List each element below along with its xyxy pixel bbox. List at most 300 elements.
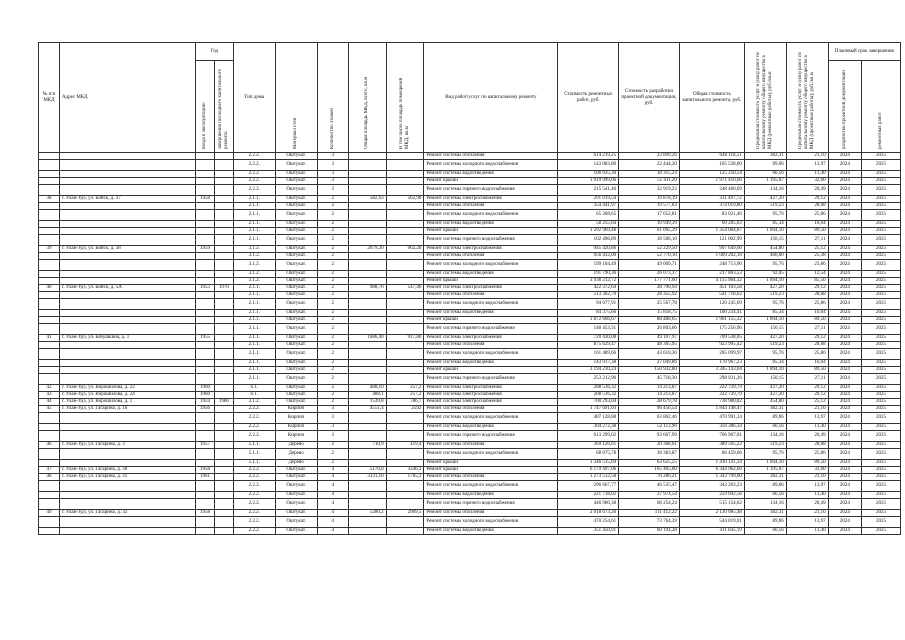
cell-address xyxy=(59,349,195,360)
cell-unit-cost-design: 25,86 xyxy=(786,449,828,460)
cell-wall-material: Оштукат. xyxy=(275,235,317,246)
cell-work-type: Ремонт системы электроснабжения xyxy=(424,399,558,406)
cell-row-number xyxy=(39,260,60,271)
cell-total-cost: 4 115 984,32 xyxy=(679,278,744,285)
cell-repair-cost: 1 346 515,69 xyxy=(558,460,619,467)
cell-wall-material: Оштукат. xyxy=(275,517,317,528)
cell-total-cost: 6 344 962,66 xyxy=(679,467,744,474)
cell-unit-cost-design: 28,68 xyxy=(786,292,828,299)
table-row xyxy=(39,442,901,449)
cell-unit-cost-work: 1 894,10 xyxy=(744,278,786,285)
cell-repair-cost: 208 516,32 xyxy=(558,385,619,392)
cell-repair-cost: 1 292 969,48 xyxy=(558,228,619,235)
cell-living-area: 547,40 xyxy=(386,285,424,292)
cell-unit-cost-work: 1 894,10 xyxy=(744,367,786,374)
cell-deadline-work: 2025 xyxy=(862,260,901,271)
cell-year-commission xyxy=(196,349,215,360)
cell-floors: 3 xyxy=(317,185,348,196)
cell-total-cost: 997 649,66 xyxy=(679,246,744,253)
cell-repair-cost: 470 254,61 xyxy=(558,517,619,528)
cell-year-reconstruction xyxy=(214,278,233,285)
cell-work-type: Ремонт системы холодного водоснабжения xyxy=(424,160,558,171)
cell-unit-cost-work: 427,20 xyxy=(744,285,786,292)
cell-floors: 2 xyxy=(317,221,348,228)
cell-house-type: 2.1.1. xyxy=(233,292,275,299)
cell-address xyxy=(59,253,195,260)
cell-design-cost: 52 229,50 xyxy=(619,246,680,253)
cell-unit-cost-work: 85,34 xyxy=(744,221,786,228)
cell-row-number: 40 xyxy=(39,285,60,292)
cell-repair-cost: 613 299,02 xyxy=(558,431,619,442)
cell-unit-cost-design: 27,11 xyxy=(786,374,828,385)
cell-total-cost: 165 528,00 xyxy=(679,160,744,171)
cell-house-type: 2.2.2. xyxy=(233,517,275,528)
cell-wall-material: Оштукат. xyxy=(275,481,317,492)
cell-living-area: 257,2 xyxy=(386,385,424,392)
cell-total-area xyxy=(348,342,386,349)
table-row xyxy=(39,246,901,253)
cell-living-area xyxy=(386,260,424,271)
cell-total-cost: 175 256,96 xyxy=(679,324,744,335)
cell-living-area xyxy=(386,460,424,467)
cell-design-cost: 111 412,22 xyxy=(619,510,680,517)
cell-year-commission: 1960 xyxy=(196,385,215,392)
cell-address xyxy=(59,210,195,221)
cell-design-cost: 26 803,66 xyxy=(619,324,680,335)
cell-address xyxy=(59,499,195,510)
cell-design-cost: 33 899,26 xyxy=(619,153,680,160)
cell-total-area xyxy=(348,228,386,235)
cell-wall-material: Оштукат. xyxy=(275,185,317,196)
table-row xyxy=(39,178,901,185)
cell-wall-material: Оштукат. xyxy=(275,349,317,360)
cell-deadline-work: 2025 xyxy=(862,285,901,292)
cell-design-cost: 70 286,21 xyxy=(619,474,680,481)
cell-deadline-work: 2025 xyxy=(862,278,901,285)
cell-living-area xyxy=(386,221,424,228)
cell-deadline-design: 2024 xyxy=(828,517,862,528)
cell-floors: 2 xyxy=(317,374,348,385)
cell-house-type: 2.1.1. xyxy=(233,360,275,367)
cell-house-type: 5.1.1. xyxy=(233,460,275,467)
cell-address: г. Улан-Удэ, ул. Гагарина, д. 31 xyxy=(59,474,195,481)
cell-unit-cost-work: 150,15 xyxy=(744,374,786,385)
cell-deadline-work: 2025 xyxy=(862,413,901,424)
cell-work-type: Ремонт крыши xyxy=(424,317,558,324)
table-row xyxy=(39,335,901,342)
cell-work-type: Ремонт системы электроснабжения xyxy=(424,385,558,392)
cell-unit-cost-work: 89,06 xyxy=(744,160,786,171)
cell-work-type: Ремонт крыши xyxy=(424,467,558,474)
cell-deadline-design: 2024 xyxy=(828,431,862,442)
cell-unit-cost-work: 519,23 xyxy=(744,292,786,299)
cell-deadline-work: 2025 xyxy=(862,203,901,210)
cell-row-number: 38 xyxy=(39,196,60,203)
cell-wall-material: Оштукат. xyxy=(275,467,317,474)
cell-total-cost: 541 718,62 xyxy=(679,292,744,299)
cell-work-type: Ремонт системы отопления xyxy=(424,406,558,413)
cell-deadline-work: 2025 xyxy=(862,271,901,278)
cell-work-type: Ремонт системы водоотведения xyxy=(424,424,558,431)
cell-floors: 2 xyxy=(317,460,348,467)
cell-year-reconstruction xyxy=(214,413,233,424)
cell-year-commission xyxy=(196,460,215,467)
cell-living-area xyxy=(386,528,424,535)
cell-year-commission xyxy=(196,492,215,499)
cell-row-number xyxy=(39,424,60,431)
cell-total-area xyxy=(348,292,386,299)
cell-house-type: 2.1.1. xyxy=(233,235,275,246)
cell-unit-cost-work: 134,16 xyxy=(744,499,786,510)
cell-address xyxy=(59,235,195,246)
cell-floors: 3 xyxy=(317,153,348,160)
cell-year-commission: 1959 xyxy=(196,399,215,406)
cell-deadline-work: 2025 xyxy=(862,246,901,253)
cell-design-cost: 18 315,24 xyxy=(619,171,680,178)
cell-unit-cost-design: 25,86 xyxy=(786,210,828,221)
cell-work-type: Ремонт системы холодного водоснабжения xyxy=(424,299,558,310)
cell-total-area xyxy=(348,449,386,460)
cell-design-cost: 27 049,86 xyxy=(619,360,680,367)
cell-floors: 2 xyxy=(317,367,348,374)
col-house-type-header: Тип дома xyxy=(233,43,275,153)
cell-house-type: 2.2.2. xyxy=(233,171,275,178)
cell-row-number xyxy=(39,342,60,349)
cell-wall-material: Дерево xyxy=(275,449,317,460)
cell-living-area xyxy=(386,278,424,285)
cell-wall-material: Оштукат. xyxy=(275,317,317,324)
cell-address xyxy=(59,171,195,178)
cell-deadline-work: 2025 xyxy=(862,467,901,474)
cell-work-type: Ремонт системы водоотведения xyxy=(424,492,558,499)
cell-design-cost: 17 652,81 xyxy=(619,210,680,221)
cell-living-area xyxy=(386,481,424,492)
cell-work-type: Ремонт системы электроснабжения xyxy=(424,285,558,292)
cell-unit-cost-design: 12,54 xyxy=(786,271,828,278)
cell-design-cost: 26 073,17 xyxy=(619,271,680,278)
cell-row-number xyxy=(39,324,60,335)
cell-total-cost: 389 505,22 xyxy=(679,442,744,449)
cell-repair-cost: 2 018 673,26 xyxy=(558,510,619,517)
cell-row-number xyxy=(39,492,60,499)
cell-repair-cost: 84 375,66 xyxy=(558,310,619,317)
cell-year-commission: 1959 xyxy=(196,246,215,253)
cell-floors: 4 xyxy=(317,474,348,481)
cell-house-type: 2.2.2. xyxy=(233,413,275,424)
cell-house-type: 2.1.1. xyxy=(233,374,275,385)
cell-design-cost: 10 949,39 xyxy=(619,221,680,228)
cell-address: г. Улан-Удэ, ул. Гагарина, д. 16 xyxy=(59,406,195,413)
cell-house-type: 2.1.1. xyxy=(233,349,275,360)
cell-total-cost: 1 844 148,47 xyxy=(679,406,744,413)
cell-deadline-design: 2024 xyxy=(828,178,862,185)
cell-year-reconstruction xyxy=(214,442,233,449)
cell-unit-cost-design: 20,49 xyxy=(786,185,828,196)
cell-deadline-design: 2024 xyxy=(828,271,862,278)
cell-deadline-work: 2025 xyxy=(862,481,901,492)
cell-year-reconstruction xyxy=(214,342,233,349)
cell-floors: 2 xyxy=(317,278,348,285)
cell-year-reconstruction xyxy=(214,367,233,374)
cell-unit-cost-design: 29,12 xyxy=(786,285,828,292)
cell-address: г. Улан-Удэ, ул. Гагарина, д. 32 xyxy=(59,510,195,517)
cell-living-area xyxy=(386,153,424,160)
cell-total-area xyxy=(348,460,386,467)
cell-unit-cost-work: 66,56 xyxy=(744,424,786,431)
cell-year-commission xyxy=(196,310,215,317)
cell-living-area: 562,90 xyxy=(386,196,424,203)
cell-year-commission xyxy=(196,449,215,460)
cell-deadline-work: 2025 xyxy=(862,324,901,335)
table-row xyxy=(39,374,901,385)
cell-house-type: 2.2.2. xyxy=(233,467,275,474)
cell-year-reconstruction xyxy=(214,449,233,460)
cell-row-number xyxy=(39,171,60,178)
cell-wall-material: Кирпич xyxy=(275,406,317,413)
cell-unit-cost-work: 89,06 xyxy=(744,413,786,424)
cell-unit-cost-design: 89,50 xyxy=(786,228,828,235)
cell-work-type: Ремонт системы холодного водоснабжения xyxy=(424,517,558,528)
cell-house-type: 2.2.2. xyxy=(233,160,275,171)
cell-house-type: 3.1.2. xyxy=(233,253,275,260)
cell-address xyxy=(59,278,195,285)
cell-total-cost: 374 019,80 xyxy=(679,203,744,210)
cell-address xyxy=(59,342,195,349)
cell-unit-cost-work: 95,76 xyxy=(744,210,786,221)
cell-work-type: Ремонт системы холодного водоснабжения xyxy=(424,413,558,424)
cell-living-area xyxy=(386,185,424,196)
cell-year-commission xyxy=(196,203,215,210)
cell-total-cost: 1 009 202,10 xyxy=(679,253,744,260)
cell-work-type: Ремонт системы холодного водоснабжения xyxy=(424,260,558,271)
table-row xyxy=(39,431,901,442)
cell-deadline-design: 2024 xyxy=(828,253,862,260)
cell-unit-cost-design: 21,10 xyxy=(786,510,828,517)
cell-year-reconstruction xyxy=(214,349,233,360)
cell-house-type: 2.1.1. xyxy=(233,221,275,228)
cell-wall-material: Оштукат. xyxy=(275,210,317,221)
cell-repair-cost: 68 075,78 xyxy=(558,449,619,460)
table-row xyxy=(39,271,901,278)
cell-design-cost: 43 610,30 xyxy=(619,349,680,360)
col-max-unit-design-header: Предельная стоимость услуг и (или) работ по капитальному ремонту общего имущества в МКД (проектные работы), руб./кв.м xyxy=(798,51,816,149)
cell-total-cost: 738 980,82 xyxy=(679,399,744,406)
cell-year-reconstruction xyxy=(214,460,233,467)
cell-wall-material: Оштукат. xyxy=(275,171,317,178)
cell-deadline-design: 2024 xyxy=(828,474,862,481)
cell-unit-cost-work: 1 894,10 xyxy=(744,460,786,467)
cell-repair-cost: 148 453,31 xyxy=(558,324,619,335)
cell-row-number xyxy=(39,413,60,424)
cell-unit-cost-work: 382,31 xyxy=(744,406,786,413)
cell-unit-cost-work: 85,34 xyxy=(744,310,786,317)
cell-total-area: 582,63 xyxy=(348,196,386,203)
cell-unit-cost-work: 95,76 xyxy=(744,449,786,460)
cell-year-reconstruction xyxy=(214,292,233,299)
cell-year-commission: 1956 xyxy=(196,406,215,413)
cell-design-cost: 73 764,39 xyxy=(619,517,680,528)
cell-year-commission xyxy=(196,431,215,442)
cell-row-number: 39 xyxy=(39,246,60,253)
cell-year-reconstruction xyxy=(214,499,233,510)
cell-design-cost: 38 679,78 xyxy=(619,399,680,406)
cell-floors: 2 xyxy=(317,349,348,360)
cell-year-reconstruction xyxy=(214,178,233,185)
cell-living-area: 2592 xyxy=(386,406,424,413)
cell-deadline-work: 2025 xyxy=(862,360,901,367)
cell-living-area xyxy=(386,349,424,360)
cell-floors: 2 xyxy=(317,203,348,210)
cell-repair-cost: 1 747 691,03 xyxy=(558,406,619,413)
col-year-header: Год xyxy=(196,43,234,61)
cell-floors: 3 xyxy=(317,406,348,413)
cell-repair-cost: 446 900,38 xyxy=(558,499,619,510)
cell-year-commission xyxy=(196,253,215,260)
cell-deadline-work: 2025 xyxy=(862,235,901,246)
table-row xyxy=(39,474,901,481)
cell-total-area: 5170,8 xyxy=(348,467,386,474)
cell-year-commission xyxy=(196,178,215,185)
cell-floors: 3 xyxy=(317,413,348,424)
cell-year-reconstruction xyxy=(214,299,233,310)
cell-design-cost: 52 113,96 xyxy=(619,424,680,431)
cell-deadline-design: 2024 xyxy=(828,492,862,499)
cell-house-type: 5.1.1. xyxy=(233,449,275,460)
table-row xyxy=(39,449,901,460)
cell-house-type: 3.1.2. xyxy=(233,278,275,285)
cell-unit-cost-design: 11,40 xyxy=(786,424,828,431)
cell-repair-cost: 94 677,91 xyxy=(558,299,619,310)
cell-address: г. Улан-Удэ, ул. Бабушкина, д. 1 xyxy=(59,335,195,342)
cell-total-area xyxy=(348,221,386,228)
table-row xyxy=(39,171,901,178)
col-floors-header: Количество этажей xyxy=(329,108,335,149)
cell-unit-cost-work: 150,15 xyxy=(744,235,786,246)
cell-year-commission xyxy=(196,317,215,324)
cell-house-type: 2.2.2. xyxy=(233,431,275,442)
cell-floors: 4 xyxy=(317,467,348,474)
cell-total-area xyxy=(348,374,386,385)
cell-repair-cost: 58 255,64 xyxy=(558,221,619,228)
cell-unit-cost-design: 23,86 xyxy=(786,260,828,271)
table-row xyxy=(39,196,901,203)
cell-total-cost: 1 971 410,66 xyxy=(679,178,744,185)
cell-unit-cost-design: 25,38 xyxy=(786,253,828,260)
cell-total-cost: 515 154,62 xyxy=(679,499,744,510)
cell-deadline-design: 2024 xyxy=(828,385,862,392)
cell-total-area xyxy=(348,528,386,535)
cell-unit-cost-work: 519,23 xyxy=(744,342,786,349)
cell-total-area xyxy=(348,310,386,317)
cell-year-reconstruction: 1980 xyxy=(214,399,233,406)
cell-work-type: Ремонт системы водоотведения xyxy=(424,360,558,367)
cell-design-cost: 32 919,23 xyxy=(619,185,680,196)
cell-work-type: Ремонт системы отопления xyxy=(424,442,558,449)
cell-unit-cost-work: 89,06 xyxy=(744,517,786,528)
cell-repair-cost: 65 368,65 xyxy=(558,210,619,221)
cell-total-cost: 86 459,66 xyxy=(679,449,744,460)
table-row xyxy=(39,460,901,467)
cell-wall-material: Оштукат. xyxy=(275,528,317,535)
cell-total-cost: 343 203,23 xyxy=(679,481,744,492)
cell-total-cost: 259 692,56 xyxy=(679,492,744,499)
cell-deadline-work: 2025 xyxy=(862,367,901,374)
cell-total-area xyxy=(348,278,386,285)
cell-row-number xyxy=(39,299,60,310)
cell-design-cost: 20 368,61 xyxy=(619,442,680,449)
cell-total-area xyxy=(348,499,386,510)
cell-year-reconstruction xyxy=(214,360,233,367)
cell-deadline-design: 2024 xyxy=(828,499,862,510)
cell-total-cost: 706 967,01 xyxy=(679,431,744,442)
cell-floors: 2 xyxy=(317,292,348,299)
cell-year-commission xyxy=(196,499,215,510)
cell-deadline-design: 2024 xyxy=(828,510,862,517)
cell-unit-cost-design: 89,50 xyxy=(786,317,828,324)
cell-unit-cost-design: 21,10 xyxy=(786,474,828,481)
cell-unit-cost-work: 427,20 xyxy=(744,196,786,203)
cell-living-area xyxy=(386,431,424,442)
cell-work-type: Ремонт системы электроснабжения xyxy=(424,246,558,253)
cell-address xyxy=(59,153,195,160)
cell-design-cost: 46 535,47 xyxy=(619,481,680,492)
cell-living-area xyxy=(386,160,424,171)
cell-unit-cost-work: 95,76 xyxy=(744,260,786,271)
cell-deadline-work: 2025 xyxy=(862,374,901,385)
cell-unit-cost-work: 92,05 xyxy=(744,271,786,278)
cell-year-reconstruction: 1970 xyxy=(214,285,233,292)
cell-year-reconstruction xyxy=(214,424,233,431)
cell-total-cost: 121 002,99 xyxy=(679,235,744,246)
cell-deadline-design: 2024 xyxy=(828,278,862,285)
cell-total-area xyxy=(348,235,386,246)
cell-repair-cost: 407 128,88 xyxy=(558,413,619,424)
cell-wall-material: Оштукат. xyxy=(275,299,317,310)
cell-deadline-design: 2024 xyxy=(828,349,862,360)
cell-year-reconstruction xyxy=(214,235,233,246)
cell-total-area xyxy=(348,178,386,185)
cell-deadline-design: 2024 xyxy=(828,360,862,367)
cell-year-reconstruction xyxy=(214,324,233,335)
cell-work-type: Ремонт системы водоотведения xyxy=(424,221,558,228)
cell-unit-cost-work: 382,31 xyxy=(744,510,786,517)
cell-address xyxy=(59,517,195,528)
cell-floors: 2 xyxy=(317,317,348,324)
cell-row-number: 47 xyxy=(39,467,60,474)
table-row xyxy=(39,481,901,492)
cell-floors: 2 xyxy=(317,210,348,221)
cell-wall-material: Оштукат. xyxy=(275,310,317,317)
cell-total-area xyxy=(348,367,386,374)
cell-address: г. Улан-Удэ, ул. Ворошилова, д. 22 xyxy=(59,385,195,392)
cell-year-reconstruction xyxy=(214,171,233,178)
cell-unit-cost-work: 95,76 xyxy=(744,349,786,360)
cell-deadline-work: 2025 xyxy=(862,178,901,185)
cell-year-reconstruction xyxy=(214,528,233,535)
cell-unit-cost-work: 382,31 xyxy=(744,153,786,160)
cell-wall-material: Оштукат. xyxy=(275,292,317,299)
cell-deadline-design: 2024 xyxy=(828,153,862,160)
cell-total-area xyxy=(348,160,386,171)
cell-living-area xyxy=(386,324,424,335)
cell-deadline-work: 2025 xyxy=(862,317,901,324)
table-row xyxy=(39,492,901,499)
cell-year-reconstruction xyxy=(214,260,233,271)
cell-row-number xyxy=(39,374,60,385)
cell-row-number: 48 xyxy=(39,474,60,481)
cell-unit-cost-design: 16,04 xyxy=(786,221,828,228)
cell-row-number: 44 xyxy=(39,399,60,406)
